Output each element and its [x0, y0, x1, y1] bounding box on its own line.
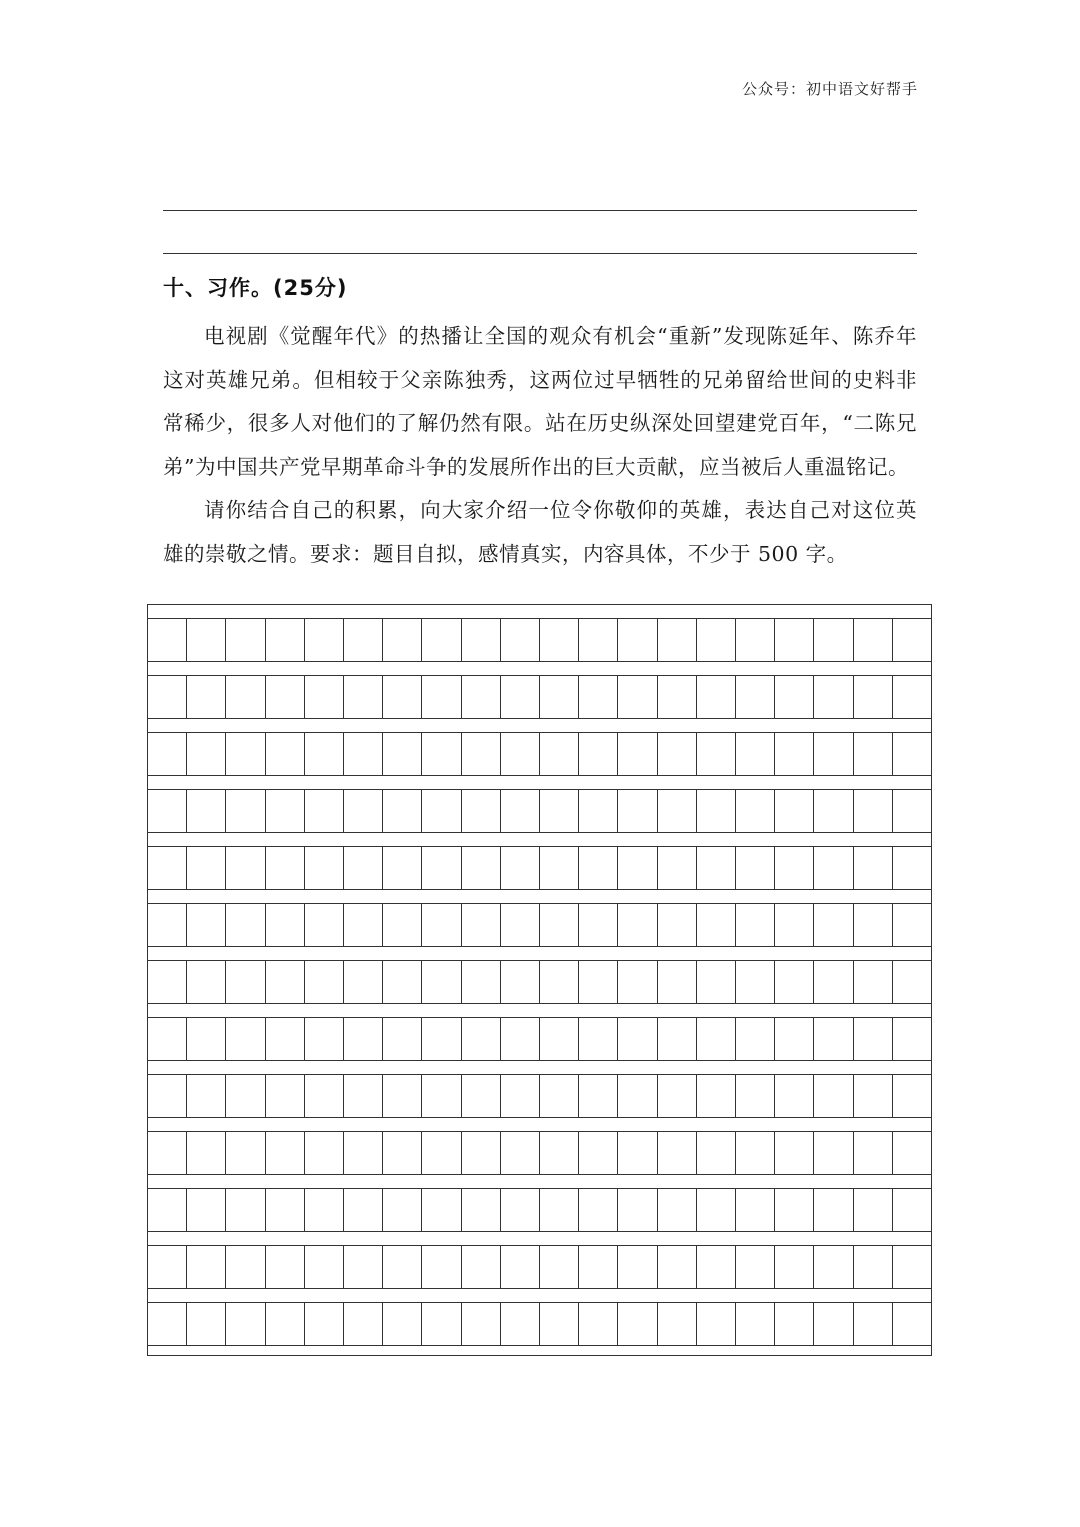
grid-cell[interactable]	[266, 619, 305, 661]
grid-cell[interactable]	[658, 904, 697, 946]
grid-cell[interactable]	[736, 1246, 775, 1288]
grid-cell[interactable]	[422, 619, 461, 661]
grid-cell[interactable]	[344, 904, 383, 946]
grid-cell[interactable]	[540, 1018, 579, 1060]
grid-cell[interactable]	[697, 1132, 736, 1174]
grid-cell[interactable]	[697, 1189, 736, 1231]
grid-cell[interactable]	[893, 1018, 931, 1060]
grid-cell[interactable]	[462, 790, 501, 832]
grid-cell[interactable]	[422, 790, 461, 832]
grid-cell[interactable]	[893, 1075, 931, 1117]
grid-cell[interactable]	[697, 1246, 736, 1288]
grid-cell[interactable]	[658, 961, 697, 1003]
answer-line[interactable]	[163, 253, 917, 254]
writing-prompt	[163, 315, 917, 576]
grid-cell[interactable]	[187, 961, 226, 1003]
grid-cell[interactable]	[383, 961, 422, 1003]
grid-cell[interactable]	[305, 1189, 344, 1231]
grid-cell[interactable]	[226, 1246, 265, 1288]
grid-cell[interactable]	[305, 961, 344, 1003]
grid-cell[interactable]	[736, 904, 775, 946]
grid-cell[interactable]	[305, 1018, 344, 1060]
grid-cell[interactable]	[540, 904, 579, 946]
grid-cell[interactable]	[226, 1018, 265, 1060]
grid-row	[148, 618, 931, 662]
grid-cell[interactable]	[736, 961, 775, 1003]
grid-cell[interactable]	[462, 1075, 501, 1117]
grid-cell[interactable]	[462, 1246, 501, 1288]
grid-cell[interactable]	[540, 1303, 579, 1345]
grid-cell[interactable]	[187, 1246, 226, 1288]
grid-cell[interactable]	[383, 1132, 422, 1174]
grid-cell[interactable]	[383, 1246, 422, 1288]
grid-cell[interactable]	[540, 676, 579, 718]
grid-cell[interactable]	[736, 790, 775, 832]
grid-cell[interactable]	[187, 1075, 226, 1117]
answer-line[interactable]	[163, 210, 917, 211]
grid-cell[interactable]	[462, 961, 501, 1003]
grid-cell[interactable]	[148, 1303, 187, 1345]
grid-row	[148, 1017, 931, 1061]
grid-row	[148, 846, 931, 890]
grid-cell[interactable]	[736, 619, 775, 661]
grid-cell[interactable]	[893, 1189, 931, 1231]
grid-cell[interactable]	[501, 1303, 540, 1345]
grid-cell[interactable]	[501, 904, 540, 946]
grid-cell[interactable]	[697, 961, 736, 1003]
grid-cell[interactable]	[697, 790, 736, 832]
grid-row	[148, 1074, 931, 1118]
grid-row	[148, 1245, 931, 1289]
grid-cell[interactable]	[383, 1018, 422, 1060]
grid-cell[interactable]	[305, 1246, 344, 1288]
grid-cell[interactable]	[422, 676, 461, 718]
grid-cell[interactable]	[344, 1303, 383, 1345]
grid-cell[interactable]	[266, 733, 305, 775]
grid-cell[interactable]	[775, 1018, 814, 1060]
grid-cell[interactable]	[266, 1132, 305, 1174]
grid-cell[interactable]	[736, 1018, 775, 1060]
grid-cell[interactable]	[501, 847, 540, 889]
grid-cell[interactable]	[422, 733, 461, 775]
grid-cell[interactable]	[579, 847, 618, 889]
grid-cell[interactable]	[383, 904, 422, 946]
grid-cell[interactable]	[344, 847, 383, 889]
grid-cell[interactable]	[187, 1018, 226, 1060]
grid-cell[interactable]	[148, 961, 187, 1003]
grid-cell[interactable]	[775, 1303, 814, 1345]
grid-cell[interactable]	[814, 1075, 853, 1117]
grid-cell[interactable]	[148, 847, 187, 889]
grid-cell[interactable]	[226, 904, 265, 946]
grid-cell[interactable]	[854, 1189, 893, 1231]
grid-cell[interactable]	[618, 790, 657, 832]
grid-cell[interactable]	[618, 961, 657, 1003]
grid-row	[148, 903, 931, 947]
grid-cell[interactable]	[579, 733, 618, 775]
grid-cell[interactable]	[540, 733, 579, 775]
grid-cell[interactable]	[422, 847, 461, 889]
grid-cell[interactable]	[501, 1189, 540, 1231]
grid-cell[interactable]	[148, 1246, 187, 1288]
grid-cell[interactable]	[305, 1075, 344, 1117]
grid-cell[interactable]	[422, 1075, 461, 1117]
grid-cell[interactable]	[775, 733, 814, 775]
grid-cell[interactable]	[305, 847, 344, 889]
grid-cell[interactable]	[775, 1189, 814, 1231]
grid-cell[interactable]	[540, 619, 579, 661]
grid-row	[148, 675, 931, 719]
grid-cell[interactable]	[344, 619, 383, 661]
grid-cell[interactable]	[187, 847, 226, 889]
grid-cell[interactable]	[226, 676, 265, 718]
grid-cell[interactable]	[266, 1303, 305, 1345]
grid-cell[interactable]	[814, 1132, 853, 1174]
grid-row	[148, 1131, 931, 1175]
grid-cell[interactable]	[579, 1246, 618, 1288]
grid-cell[interactable]	[775, 1132, 814, 1174]
grid-cell[interactable]	[854, 790, 893, 832]
grid-cell[interactable]	[736, 1132, 775, 1174]
grid-cell[interactable]	[540, 961, 579, 1003]
grid-cell[interactable]	[462, 1018, 501, 1060]
grid-cell[interactable]	[579, 904, 618, 946]
grid-cell[interactable]	[383, 1189, 422, 1231]
grid-cell[interactable]	[540, 1246, 579, 1288]
grid-cell[interactable]	[383, 619, 422, 661]
grid-cell[interactable]	[266, 1018, 305, 1060]
grid-cell[interactable]	[893, 676, 931, 718]
grid-cell[interactable]	[618, 676, 657, 718]
grid-cell[interactable]	[618, 1132, 657, 1174]
grid-cell[interactable]	[579, 790, 618, 832]
grid-cell[interactable]	[344, 790, 383, 832]
grid-cell[interactable]	[462, 1303, 501, 1345]
grid-cell[interactable]	[658, 790, 697, 832]
composition-grid[interactable]	[147, 604, 932, 1356]
grid-cell[interactable]	[344, 1018, 383, 1060]
grid-cell[interactable]	[344, 1075, 383, 1117]
grid-cell[interactable]	[266, 904, 305, 946]
grid-cell[interactable]	[854, 1132, 893, 1174]
grid-cell[interactable]	[540, 847, 579, 889]
grid-cell[interactable]	[187, 790, 226, 832]
grid-cell[interactable]	[540, 1189, 579, 1231]
grid-cell[interactable]	[501, 1132, 540, 1174]
grid-cell[interactable]	[618, 619, 657, 661]
grid-cell[interactable]	[736, 847, 775, 889]
grid-cell[interactable]	[618, 1075, 657, 1117]
grid-cell[interactable]	[540, 1132, 579, 1174]
grid-cell[interactable]	[462, 733, 501, 775]
grid-cell[interactable]	[893, 1246, 931, 1288]
grid-cell[interactable]	[775, 619, 814, 661]
grid-cell[interactable]	[579, 619, 618, 661]
grid-cell[interactable]	[148, 1018, 187, 1060]
grid-cell[interactable]	[148, 790, 187, 832]
grid-cell[interactable]	[893, 904, 931, 946]
grid-cell[interactable]	[383, 1303, 422, 1345]
grid-cell[interactable]	[618, 733, 657, 775]
grid-cell[interactable]	[266, 1075, 305, 1117]
grid-cell[interactable]	[383, 790, 422, 832]
grid-cell[interactable]	[814, 733, 853, 775]
grid-cell[interactable]	[540, 790, 579, 832]
grid-cell[interactable]	[579, 1075, 618, 1117]
grid-cell[interactable]	[658, 1018, 697, 1060]
grid-cell[interactable]	[618, 1018, 657, 1060]
grid-cell[interactable]	[187, 1132, 226, 1174]
grid-cell[interactable]	[775, 961, 814, 1003]
grid-cell[interactable]	[422, 1303, 461, 1345]
grid-cell[interactable]	[344, 733, 383, 775]
grid-cell[interactable]	[462, 904, 501, 946]
grid-cell[interactable]	[383, 676, 422, 718]
grid-cell[interactable]	[579, 1303, 618, 1345]
grid-cell[interactable]	[501, 676, 540, 718]
grid-cell[interactable]	[422, 961, 461, 1003]
grid-cell[interactable]	[579, 1132, 618, 1174]
header-note: 公众号：初中语文好帮手	[741, 80, 918, 98]
grid-cell[interactable]	[501, 961, 540, 1003]
grid-cell[interactable]	[775, 676, 814, 718]
grid-cell[interactable]	[226, 961, 265, 1003]
grid-cell[interactable]	[501, 790, 540, 832]
grid-cell[interactable]	[814, 1246, 853, 1288]
grid-cell[interactable]	[618, 1189, 657, 1231]
grid-cell[interactable]	[893, 1303, 931, 1345]
grid-cell[interactable]	[854, 904, 893, 946]
grid-cell[interactable]	[462, 676, 501, 718]
grid-cell[interactable]	[305, 619, 344, 661]
grid-cell[interactable]	[814, 961, 853, 1003]
grid-cell[interactable]	[814, 847, 853, 889]
grid-cell[interactable]	[148, 733, 187, 775]
grid-cell[interactable]	[893, 790, 931, 832]
grid-cell[interactable]	[618, 1246, 657, 1288]
grid-cell[interactable]	[501, 1018, 540, 1060]
grid-cell[interactable]	[814, 1018, 853, 1060]
grid-cell[interactable]	[658, 619, 697, 661]
grid-cell[interactable]	[658, 1189, 697, 1231]
grid-cell[interactable]	[854, 619, 893, 661]
grid-cell[interactable]	[148, 676, 187, 718]
grid-cell[interactable]	[854, 961, 893, 1003]
grid-cell[interactable]	[266, 676, 305, 718]
grid-cell[interactable]	[697, 619, 736, 661]
grid-cell[interactable]	[148, 619, 187, 661]
grid-cell[interactable]	[579, 1189, 618, 1231]
grid-cell[interactable]	[305, 676, 344, 718]
grid-cell[interactable]	[814, 790, 853, 832]
grid-cell[interactable]	[854, 847, 893, 889]
grid-cell[interactable]	[422, 1132, 461, 1174]
grid-cell[interactable]	[854, 1303, 893, 1345]
grid-cell[interactable]	[697, 676, 736, 718]
grid-cell[interactable]	[893, 847, 931, 889]
grid-cell[interactable]	[383, 847, 422, 889]
grid-cell[interactable]	[893, 961, 931, 1003]
grid-cell[interactable]	[148, 1075, 187, 1117]
grid-cell[interactable]	[814, 676, 853, 718]
grid-cell[interactable]	[658, 733, 697, 775]
grid-cell[interactable]	[775, 847, 814, 889]
grid-cell[interactable]	[383, 1075, 422, 1117]
grid-cell[interactable]	[422, 1018, 461, 1060]
grid-cell[interactable]	[462, 619, 501, 661]
grid-cell[interactable]	[697, 904, 736, 946]
prompt-paragraph: 请你结合自己的积累，向大家介绍一位令你敬仰的英雄，表达自己对这位英雄的崇敬之情。要求：题目自拟，感情真实，内容具体，不少于 500 字。	[163, 498, 917, 566]
grid-cell[interactable]	[266, 1189, 305, 1231]
grid-cell[interactable]	[462, 1132, 501, 1174]
grid-cell[interactable]	[658, 1303, 697, 1345]
grid-cell[interactable]	[658, 1075, 697, 1117]
grid-cell[interactable]	[658, 1132, 697, 1174]
grid-cell[interactable]	[226, 1303, 265, 1345]
grid-cell[interactable]	[187, 676, 226, 718]
grid-cell[interactable]	[736, 733, 775, 775]
grid-cell[interactable]	[305, 733, 344, 775]
section-title: 十、习作。(25分)	[163, 276, 348, 300]
grid-cell[interactable]	[618, 847, 657, 889]
grid-cell[interactable]	[893, 619, 931, 661]
grid-cell[interactable]	[579, 1018, 618, 1060]
grid-cell[interactable]	[814, 1303, 853, 1345]
grid-cell[interactable]	[697, 1075, 736, 1117]
grid-cell[interactable]	[187, 904, 226, 946]
grid-row	[148, 789, 931, 833]
grid-cell[interactable]	[658, 1246, 697, 1288]
grid-cell[interactable]	[697, 733, 736, 775]
grid-cell[interactable]	[697, 847, 736, 889]
grid-cell[interactable]	[462, 847, 501, 889]
grid-cell[interactable]	[305, 904, 344, 946]
grid-cell[interactable]	[148, 904, 187, 946]
grid-cell[interactable]	[383, 733, 422, 775]
grid-cell[interactable]	[305, 1303, 344, 1345]
grid-cell[interactable]	[814, 619, 853, 661]
grid-cell[interactable]	[775, 904, 814, 946]
grid-cell[interactable]	[344, 676, 383, 718]
grid-cell[interactable]	[148, 1189, 187, 1231]
grid-cell[interactable]	[775, 1075, 814, 1117]
grid-cell[interactable]	[854, 1075, 893, 1117]
grid-cell[interactable]	[266, 847, 305, 889]
grid-cell[interactable]	[697, 1303, 736, 1345]
grid-cell[interactable]	[344, 1189, 383, 1231]
grid-cell[interactable]	[736, 1303, 775, 1345]
grid-cell[interactable]	[422, 1246, 461, 1288]
grid-cell[interactable]	[226, 847, 265, 889]
grid-cell[interactable]	[618, 1303, 657, 1345]
grid-cell[interactable]	[501, 733, 540, 775]
grid-cell[interactable]	[775, 790, 814, 832]
grid-cell[interactable]	[266, 1246, 305, 1288]
grid-cell[interactable]	[501, 619, 540, 661]
grid-cell[interactable]	[893, 1132, 931, 1174]
grid-cell[interactable]	[893, 733, 931, 775]
grid-cell[interactable]	[462, 1189, 501, 1231]
grid-row	[148, 1302, 931, 1346]
grid-cell[interactable]	[422, 904, 461, 946]
grid-cell[interactable]	[305, 1132, 344, 1174]
grid-cell[interactable]	[854, 676, 893, 718]
grid-cell[interactable]	[775, 1246, 814, 1288]
grid-cell[interactable]	[854, 1018, 893, 1060]
grid-cell[interactable]	[736, 676, 775, 718]
grid-cell[interactable]	[579, 961, 618, 1003]
grid-cell[interactable]	[697, 1018, 736, 1060]
grid-cell[interactable]	[187, 733, 226, 775]
grid-cell[interactable]	[344, 961, 383, 1003]
grid-cell[interactable]	[736, 1075, 775, 1117]
prompt-paragraph: 电视剧《觉醒年代》的热播让全国的观众有机会“重新”发现陈延年、陈乔年这对英雄兄弟。但相较于父亲陈独秀，这两位过早牺牲的兄弟留给世间的史料非常稀少，很多人对他们的了解仍然有限。站在历史纵深处回望建党百年，“二陈兄弟”为中国共产党早期革命斗争的发展所作出的巨大贡献，应当被后人重温铭记。	[163, 324, 917, 479]
grid-cell[interactable]	[226, 1189, 265, 1231]
grid-cell[interactable]	[226, 1075, 265, 1117]
grid-cell[interactable]	[187, 619, 226, 661]
grid-cell[interactable]	[618, 904, 657, 946]
grid-cell[interactable]	[148, 1132, 187, 1174]
grid-row	[148, 960, 931, 1004]
grid-cell[interactable]	[226, 790, 265, 832]
grid-cell[interactable]	[305, 790, 344, 832]
grid-cell[interactable]	[344, 1246, 383, 1288]
grid-cell[interactable]	[344, 1132, 383, 1174]
grid-cell[interactable]	[187, 1189, 226, 1231]
grid-cell[interactable]	[422, 1189, 461, 1231]
grid-cell[interactable]	[501, 1246, 540, 1288]
grid-cell[interactable]	[658, 847, 697, 889]
grid-cell[interactable]	[226, 619, 265, 661]
grid-cell[interactable]	[540, 1075, 579, 1117]
grid-cell[interactable]	[226, 733, 265, 775]
grid-cell[interactable]	[266, 790, 305, 832]
grid-cell[interactable]	[226, 1132, 265, 1174]
grid-cell[interactable]	[579, 676, 618, 718]
grid-cell[interactable]	[854, 733, 893, 775]
grid-cell[interactable]	[266, 961, 305, 1003]
grid-cell[interactable]	[187, 1303, 226, 1345]
grid-cell[interactable]	[814, 904, 853, 946]
grid-cell[interactable]	[814, 1189, 853, 1231]
grid-cell[interactable]	[736, 1189, 775, 1231]
grid-row	[148, 732, 931, 776]
grid-cell[interactable]	[658, 676, 697, 718]
grid-cell[interactable]	[501, 1075, 540, 1117]
grid-row	[148, 1188, 931, 1232]
grid-cell[interactable]	[854, 1246, 893, 1288]
